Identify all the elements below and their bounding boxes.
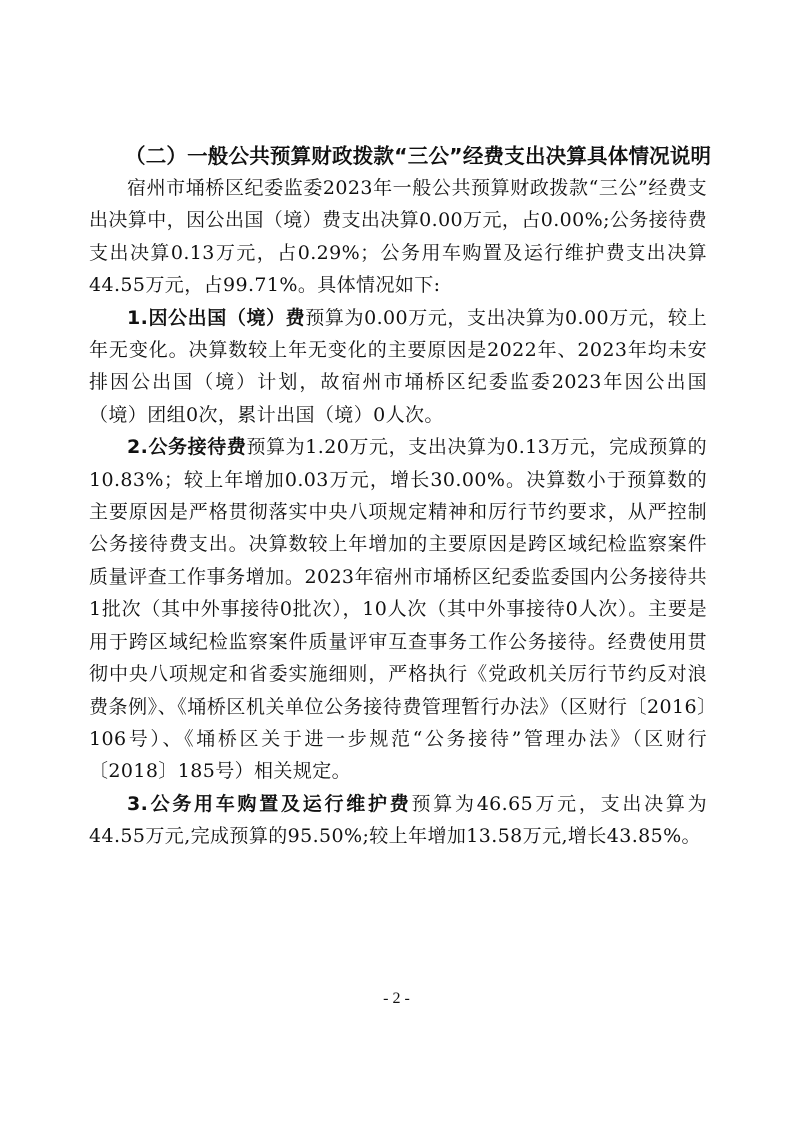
paragraph-intro — [89, 172, 707, 302]
paragraph-lead: 1.因公出国（境）费 — [127, 306, 306, 329]
paragraph-overseas-travel — [89, 302, 707, 432]
paragraph-lead: 3.公务用车购置及运行维护费 — [127, 792, 412, 815]
paragraph-text: 预算为46.65万元，支出决算为44.55万元,完成预算的95.50%;较上年增加13.58万元,增长43.85%。 — [89, 792, 708, 848]
paragraph-text: 预算为1.20万元，支出决算为0.13万元，完成预算的10.83%；较上年增加0.03万元，增长30.00%。决算数小于预算数的主要原因是严格贯彻落实中央八项规定精神和厉行节约要求，从严控制公务接待费支出。决算数较上年增加的主要原因是跨区域纪检监察案件质量评查工作事务增加。2023年宿州市埇桥区纪委监委国内公务接待共1批次（其中外事接待0批次），10人次（其中外事接待0人次）。主要是用于跨区域纪检监察案件质量评审互查事务工作公务接待。经费使用贯彻中央八项规定和省委实施细则，严格执行《党政机关厉行节约反对浪费条例》、《埇桥区机关单位公务接待费管理暂行办法》（区财行〔2016〕106号）、《埇桥区关于进一步规范“公务接待”管理办法》（区财行〔2018〕185号）相关规定。 — [89, 436, 707, 783]
paragraph-official-vehicles — [89, 788, 707, 853]
paragraph-lead: 2.公务接待费 — [127, 436, 247, 459]
document-body — [89, 140, 712, 853]
page-number: - 2 - — [383, 990, 410, 1007]
paragraph-text: 预算为0.00万元，支出决算为0.00万元，较上年无变化。决算数较上年无变化的主要原因是2022年、2023年均未安排因公出国（境）计划，故宿州市埇桥区纪委监委2023年因公出国（境）团组0次，累计出国（境）0人次。 — [89, 306, 707, 426]
paragraph-official-reception — [89, 431, 707, 787]
paragraph-text: 宿州市埇桥区纪委监委2023年一般公共预算财政拨款“三公”经费支出决算中，因公出国（境）费支出决算0.00万元，占0.00%;公务接待费支出决算0.13万元，占0.29%；公务用车购置及运行维护费支出决算44.55万元，占99.71%。具体情况如下: — [89, 177, 707, 297]
section-heading: （二）一般公共预算财政拨款“三公”经费支出决算具体情况说明 — [125, 144, 712, 168]
